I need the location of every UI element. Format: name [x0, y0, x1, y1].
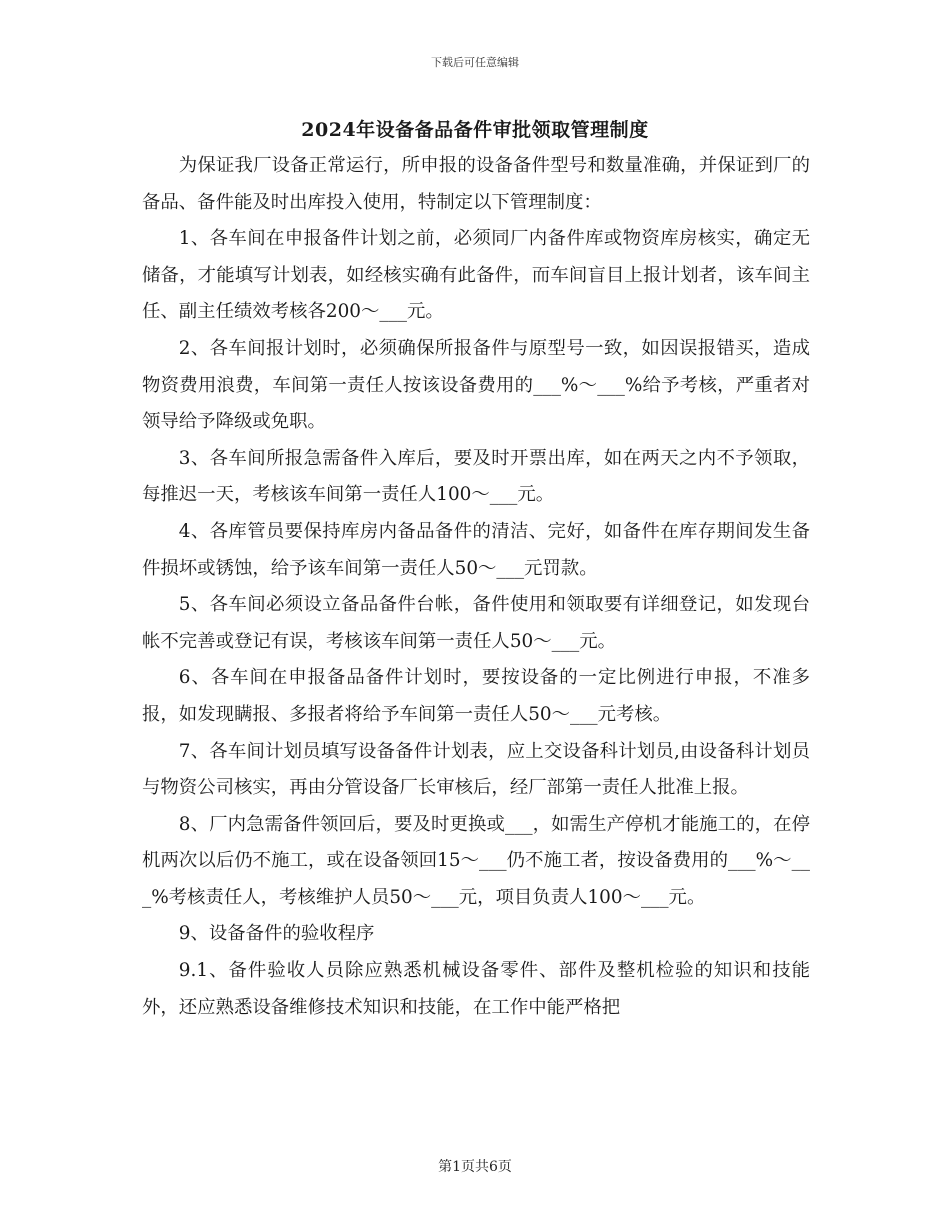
paragraph-item-6: 6、各车间在申报备品备件计划时，要按设备的一定比例进行申报，不准多报，如发现瞒报、多报者将给予车间第一责任人50～___元考核。 [142, 667, 810, 725]
document-title: 2024年设备备品备件审批领取管理制度 [301, 119, 649, 141]
paragraph-item-7: 7、各车间计划员填写设备备件计划表，应上交设备科计划员,由设备科计划员与物资公司核实，再由分管设备厂长审核后，经厂部第一责任人批准上报。 [142, 740, 810, 799]
paragraph-intro: 为保证我厂设备正常运行，所申报的设备备件型号和数量准确，并保证到厂的备品、备件能及时出库投入使用，特制定以下管理制度： [142, 155, 810, 213]
document-body [142, 148, 810, 1026]
paragraph-item-8: 8、厂内急需备件领回后，要及时更换或___，如需生产停机才能施工的，在停机两次以后仍不施工，或在设备领回15～___仍不施工者，按设备费用的___%～___%考核责任人，考核维护人员50～___元，项目负责人100～___元。 [142, 813, 810, 908]
paragraph-item-2: 2、各车间报计划时，必须确保所报备件与原型号一致，如因误报错买，造成物资费用浪费，车间第一责任人按该设备费用的___%～___%给予考核，严重者对领导给予降级或免职。 [142, 337, 810, 433]
paragraph-item-1: 1、各车间在申报备件计划之前，必须同厂内备件库或物资库房核实，确定无储备，才能填写计划表，如经核实确有此备件，而车间盲目上报计划者，该车间主任、副主任绩效考核各200～___元。 [142, 228, 810, 323]
paragraph-item-3: 3、各车间所报急需备件入库后，要及时开票出库，如在两天之内不予领取，每推迟一天，考核该车间第一责任人100～___元。 [142, 447, 810, 506]
paragraph-item-9: 9、设备备件的验收程序 [178, 923, 375, 945]
paragraph-item-9-1: 9.1、备件验收人员除应熟悉机械设备零件、部件及整机检验的知识和技能外，还应熟悉设备维修技术知识和技能，在工作中能严格把 [142, 960, 810, 1018]
paragraph-item-5: 5、各车间必须设立备品备件台帐，备件使用和领取要有详细登记，如发现台帐不完善或登记有误，考核该车间第一责任人50～___元。 [142, 594, 810, 652]
page-number: 第1页共6页 [438, 1159, 512, 1175]
page-header-note: 下载后可任意编辑 [431, 56, 519, 69]
paragraph-item-4: 4、各库管员要保持库房内备品备件的清洁、完好，如备件在库存期间发生备件损坏或锈蚀，给予该车间第一责任人50～___元罚款。 [142, 520, 810, 579]
